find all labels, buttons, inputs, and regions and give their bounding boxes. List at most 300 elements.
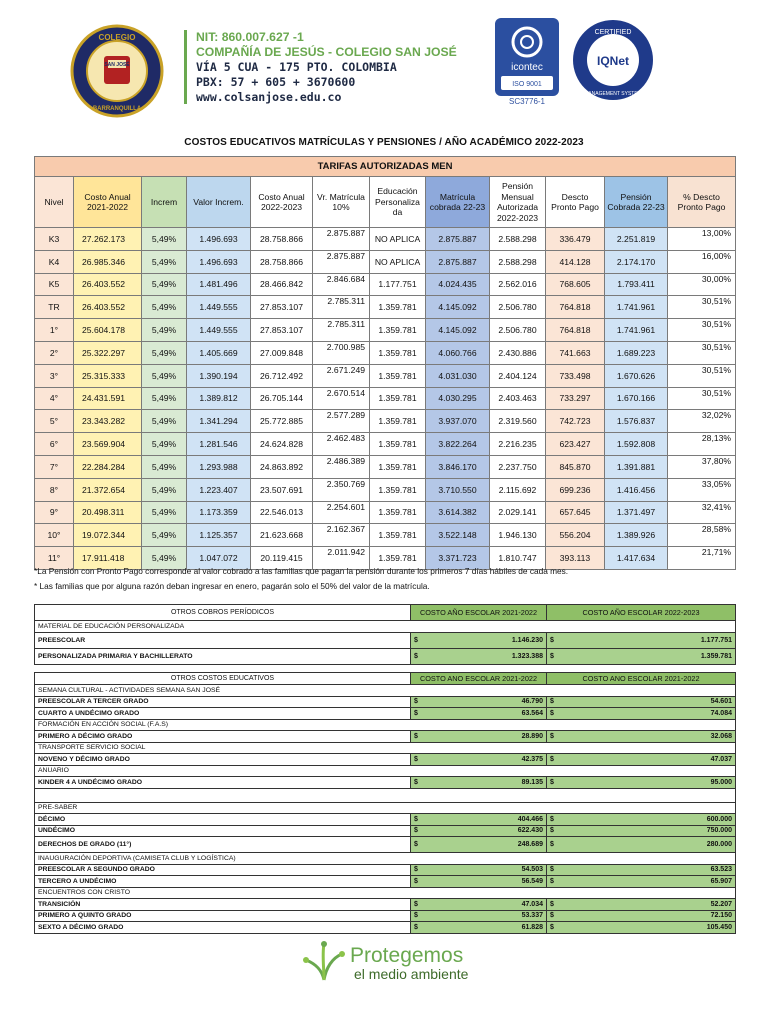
page-header bbox=[0, 0, 768, 118]
cell-nivel: K3 bbox=[35, 228, 74, 251]
website-link[interactable]: www.colsanjose.edu.co bbox=[196, 90, 342, 104]
section-label: SEMANA CULTURAL - ACTIVIDADES SEMANA SAN JOSÉ bbox=[35, 685, 736, 697]
section-row bbox=[35, 853, 736, 865]
cell-vm: 2.254.601 bbox=[313, 501, 370, 524]
amount-value: 89.135 bbox=[521, 778, 543, 786]
section-row bbox=[35, 765, 736, 777]
cost-row bbox=[35, 922, 736, 934]
cell-ca22: 23.507.691 bbox=[251, 478, 313, 501]
amount-value: 600.000 bbox=[706, 815, 732, 823]
cell-ca22: 24.624.828 bbox=[251, 433, 313, 456]
currency-symbol: $ bbox=[414, 815, 418, 823]
cell-vi: 1.496.693 bbox=[187, 250, 251, 273]
amount-value: 54.601 bbox=[710, 698, 732, 706]
currency-symbol: $ bbox=[414, 698, 418, 706]
amount-value: 46.790 bbox=[521, 698, 543, 706]
school-info bbox=[196, 30, 496, 105]
col-header: OTROS COSTOS EDUCATIVOS bbox=[35, 673, 411, 685]
cell-ca21: 26.403.552 bbox=[74, 296, 142, 319]
iqnet-name: IQNet bbox=[596, 54, 630, 68]
cell-pc: 1.741.961 bbox=[605, 296, 668, 319]
footer-logo bbox=[302, 940, 482, 990]
cell-mc: 4.030.295 bbox=[426, 387, 490, 410]
page-title: COSTOS EDUCATIVOS MATRÍCULAS Y PENSIONES / AÑO ACADÉMICO 2022-2023 bbox=[184, 137, 584, 148]
cell-pc: 1.793.411 bbox=[605, 273, 668, 296]
cost-row bbox=[35, 899, 736, 911]
amount-value: 750.000 bbox=[706, 827, 732, 835]
header-divider bbox=[184, 30, 187, 104]
item-label: PRIMERO A DÉCIMO GRADO bbox=[35, 731, 411, 743]
cell-vi: 1.496.693 bbox=[187, 228, 251, 251]
currency-symbol: $ bbox=[550, 900, 554, 908]
note-line: *La Pensión con Pronto Pago corresponde al valor cobrado a las familias que pagan la pensión durante los primeros 7 días hábiles de cada mes. bbox=[34, 566, 569, 576]
section-label: ANUARIO bbox=[35, 765, 736, 777]
currency-symbol: $ bbox=[414, 841, 418, 848]
item-label: DERECHOS DE GRADO (11°) bbox=[35, 837, 411, 853]
amount-value: 47.034 bbox=[521, 900, 543, 908]
tarifas-caption: TARIFAS AUTORIZADAS MEN bbox=[35, 157, 736, 177]
cell-nivel: TR bbox=[35, 296, 74, 319]
cell-ep: 1.359.781 bbox=[370, 524, 426, 547]
col-header: Vr. Matrícula 10% bbox=[313, 177, 370, 228]
cell-nivel: 9° bbox=[35, 501, 74, 524]
footer-line2: el medio ambiente bbox=[354, 966, 469, 982]
cell-mc: 4.145.092 bbox=[426, 319, 490, 342]
cell-ep: 1.359.781 bbox=[370, 433, 426, 456]
cell-inc: 5,49% bbox=[142, 387, 187, 410]
cell-dp: 556.204 bbox=[546, 524, 605, 547]
amount-cell bbox=[547, 777, 736, 789]
cell-vi: 1.389.812 bbox=[187, 387, 251, 410]
amount-cell bbox=[547, 632, 736, 648]
cell-ca22: 26.712.492 bbox=[251, 364, 313, 387]
cell-pd: 32,41% bbox=[668, 501, 736, 524]
cell-inc: 5,49% bbox=[142, 228, 187, 251]
cell-pd: 16,00% bbox=[668, 250, 736, 273]
amount-value: 1.146.230 bbox=[511, 636, 543, 644]
cell-ca21: 25.604.178 bbox=[74, 319, 142, 342]
cell-ep: 1.359.781 bbox=[370, 455, 426, 478]
cell-pc: 1.371.497 bbox=[605, 501, 668, 524]
currency-symbol: $ bbox=[550, 841, 554, 848]
col-header: % Descto Pronto Pago bbox=[668, 177, 736, 228]
organization-text: COMPAÑÍA DE JESÚS - COLEGIO SAN JOSÉ bbox=[196, 45, 457, 59]
cell-inc: 5,49% bbox=[142, 547, 187, 570]
cost-row bbox=[35, 754, 736, 766]
amount-value: 74.084 bbox=[710, 709, 732, 717]
cell-vm: 2.011.942 bbox=[313, 547, 370, 570]
section-row bbox=[35, 742, 736, 754]
amount-value: 65.907 bbox=[710, 877, 732, 885]
currency-symbol: $ bbox=[550, 827, 554, 835]
item-label: PRIMERO A QUINTO GRADO bbox=[35, 910, 411, 922]
phone-text: PBX: 57 + 605 + 3670600 bbox=[196, 75, 356, 89]
section-row bbox=[35, 802, 736, 814]
tarifa-row bbox=[35, 433, 736, 456]
cell-pm: 2.430.886 bbox=[490, 341, 546, 364]
cell-ca22: 27.009.848 bbox=[251, 341, 313, 364]
amount-cell bbox=[411, 825, 547, 837]
spacer-cell bbox=[35, 788, 736, 802]
cell-ca22: 25.772.885 bbox=[251, 410, 313, 433]
cell-pd: 32,02% bbox=[668, 410, 736, 433]
cell-dp: 741.663 bbox=[546, 341, 605, 364]
cell-inc: 5,49% bbox=[142, 296, 187, 319]
iqnet-top-text: CERTIFIED bbox=[594, 29, 632, 36]
item-label: DÉCIMO bbox=[35, 814, 411, 826]
amount-value: 622.430 bbox=[517, 827, 543, 835]
item-label: CUARTO A UNDÉCIMO GRADO bbox=[35, 708, 411, 720]
currency-symbol: $ bbox=[414, 912, 418, 920]
cell-vi: 1.281.546 bbox=[187, 433, 251, 456]
item-label: NOVENO Y DÉCIMO GRADO bbox=[35, 754, 411, 766]
logo-center-text: SAN JOSÉ bbox=[104, 62, 130, 68]
amount-value: 47.037 bbox=[710, 755, 732, 763]
amount-cell bbox=[411, 648, 547, 664]
item-label: PREESCOLAR bbox=[35, 632, 411, 648]
item-label: SEXTO A DÉCIMO GRADO bbox=[35, 922, 411, 934]
spacer-row bbox=[35, 788, 736, 802]
amount-value: 248.689 bbox=[517, 841, 543, 848]
cell-inc: 5,49% bbox=[142, 455, 187, 478]
cell-vi: 1.390.194 bbox=[187, 364, 251, 387]
cell-pd: 37,80% bbox=[668, 455, 736, 478]
item-label: PERSONALIZADA PRIMARIA Y BACHILLERATO bbox=[35, 648, 411, 664]
amount-cell bbox=[411, 632, 547, 648]
cell-mc: 3.371.723 bbox=[426, 547, 490, 570]
cell-ep: 1.359.781 bbox=[370, 341, 426, 364]
amount-value: 52.207 bbox=[710, 900, 732, 908]
currency-symbol: $ bbox=[550, 652, 554, 660]
icontec-name: icontec bbox=[511, 62, 543, 73]
cell-vi: 1.047.072 bbox=[187, 547, 251, 570]
cell-dp: 393.113 bbox=[546, 547, 605, 570]
amount-value: 63.523 bbox=[710, 866, 732, 874]
cell-ep: 1.359.781 bbox=[370, 319, 426, 342]
cell-nivel: 11° bbox=[35, 547, 74, 570]
cell-mc: 2.875.887 bbox=[426, 250, 490, 273]
leaf-icon bbox=[302, 940, 348, 986]
cost-row bbox=[35, 814, 736, 826]
logo-top-text: COLEGIO bbox=[98, 33, 136, 42]
footer-line1: Protegemos bbox=[350, 944, 464, 967]
cell-pc: 2.251.819 bbox=[605, 228, 668, 251]
cell-mc: 3.937.070 bbox=[426, 410, 490, 433]
address-text: VÍA 5 CUA - 175 PTO. COLOMBIA bbox=[196, 60, 397, 74]
cell-pc: 1.391.881 bbox=[605, 455, 668, 478]
cell-vm: 2.700.985 bbox=[313, 341, 370, 364]
amount-value: 61.828 bbox=[521, 923, 543, 931]
cell-ep: 1.359.781 bbox=[370, 410, 426, 433]
amount-cell bbox=[547, 910, 736, 922]
cell-dp: 764.818 bbox=[546, 319, 605, 342]
cell-pm: 2.506.780 bbox=[490, 319, 546, 342]
cell-pc: 1.417.634 bbox=[605, 547, 668, 570]
col-header: Pensión Cobrada 22-23 bbox=[605, 177, 668, 228]
cost-row bbox=[35, 910, 736, 922]
cell-pc: 1.389.926 bbox=[605, 524, 668, 547]
cell-nivel: K4 bbox=[35, 250, 74, 273]
iqnet-certification-logo bbox=[571, 18, 655, 102]
amount-cell bbox=[547, 708, 736, 720]
currency-symbol: $ bbox=[550, 866, 554, 874]
cell-mc: 3.822.264 bbox=[426, 433, 490, 456]
currency-symbol: $ bbox=[414, 709, 418, 717]
cell-nivel: 1° bbox=[35, 319, 74, 342]
cell-pm: 2.216.235 bbox=[490, 433, 546, 456]
amount-cell bbox=[547, 922, 736, 934]
col-header: Valor Increm. bbox=[187, 177, 251, 228]
amount-cell bbox=[547, 825, 736, 837]
tarifa-row bbox=[35, 478, 736, 501]
cell-vi: 1.449.555 bbox=[187, 296, 251, 319]
cell-inc: 5,49% bbox=[142, 341, 187, 364]
currency-symbol: $ bbox=[414, 866, 418, 874]
cell-vi: 1.405.669 bbox=[187, 341, 251, 364]
amount-cell bbox=[547, 814, 736, 826]
cell-mc: 3.614.382 bbox=[426, 501, 490, 524]
cell-nivel: 10° bbox=[35, 524, 74, 547]
tarifa-row bbox=[35, 273, 736, 296]
cell-inc: 5,49% bbox=[142, 410, 187, 433]
cell-inc: 5,49% bbox=[142, 433, 187, 456]
amount-cell bbox=[547, 864, 736, 876]
cell-pm: 2.237.750 bbox=[490, 455, 546, 478]
cell-ca21: 25.322.297 bbox=[74, 341, 142, 364]
tarifa-row bbox=[35, 364, 736, 387]
cell-nivel: 3° bbox=[35, 364, 74, 387]
cell-mc: 4.024.435 bbox=[426, 273, 490, 296]
currency-symbol: $ bbox=[414, 636, 418, 644]
cell-nivel: 2° bbox=[35, 341, 74, 364]
cell-ca21: 26.403.552 bbox=[74, 273, 142, 296]
cell-mc: 4.145.092 bbox=[426, 296, 490, 319]
cell-ep: 1.359.781 bbox=[370, 364, 426, 387]
col-header: OTROS COBROS PERÍODICOS bbox=[35, 605, 411, 621]
amount-value: 1.177.751 bbox=[700, 636, 732, 644]
currency-symbol: $ bbox=[550, 778, 554, 786]
cost-row bbox=[35, 837, 736, 853]
section-label: INAUGURACIÓN DEPORTIVA (CAMISETA CLUB Y LOGÍSTICA) bbox=[35, 853, 736, 865]
cell-pm: 2.588.298 bbox=[490, 250, 546, 273]
cell-inc: 5,49% bbox=[142, 273, 187, 296]
amount-cell bbox=[547, 876, 736, 888]
tarifa-row bbox=[35, 296, 736, 319]
cell-pd: 13,00% bbox=[668, 228, 736, 251]
school-crest-logo bbox=[70, 24, 164, 118]
cell-nivel: 8° bbox=[35, 478, 74, 501]
icontec-code: SC3776-1 bbox=[508, 97, 546, 106]
cell-ca22: 20.119.415 bbox=[251, 547, 313, 570]
cell-pd: 30,51% bbox=[668, 296, 736, 319]
cell-inc: 5,49% bbox=[142, 524, 187, 547]
amount-value: 280.000 bbox=[706, 841, 732, 848]
tarifa-row bbox=[35, 319, 736, 342]
cell-pm: 2.404.124 bbox=[490, 364, 546, 387]
cell-ca22: 21.623.668 bbox=[251, 524, 313, 547]
cost-row bbox=[35, 632, 736, 648]
cell-pc: 1.741.961 bbox=[605, 319, 668, 342]
amount-value: 404.466 bbox=[517, 815, 543, 823]
currency-symbol: $ bbox=[550, 815, 554, 823]
cell-dp: 699.236 bbox=[546, 478, 605, 501]
cell-vm: 2.671.249 bbox=[313, 364, 370, 387]
col-header: COSTO ANO ESCOLAR 2021-2022 bbox=[547, 673, 736, 685]
amount-value: 42.375 bbox=[521, 755, 543, 763]
cell-inc: 5,49% bbox=[142, 501, 187, 524]
cell-pd: 28,58% bbox=[668, 524, 736, 547]
cell-pc: 1.670.626 bbox=[605, 364, 668, 387]
cell-pc: 2.174.170 bbox=[605, 250, 668, 273]
notes bbox=[34, 564, 568, 594]
amount-cell bbox=[547, 899, 736, 911]
currency-symbol: $ bbox=[414, 732, 418, 740]
amount-value: 1.323.388 bbox=[511, 652, 543, 660]
amount-value: 56.549 bbox=[521, 877, 543, 885]
amount-cell bbox=[547, 696, 736, 708]
currency-symbol: $ bbox=[550, 923, 554, 931]
cell-ca21: 17.911.418 bbox=[74, 547, 142, 570]
cell-pc: 1.689.223 bbox=[605, 341, 668, 364]
cell-ca21: 23.343.282 bbox=[74, 410, 142, 433]
cell-dp: 414.128 bbox=[546, 250, 605, 273]
cell-vm: 2.462.483 bbox=[313, 433, 370, 456]
cell-pd: 21,71% bbox=[668, 547, 736, 570]
cell-mc: 4.031.030 bbox=[426, 364, 490, 387]
section-row bbox=[35, 685, 736, 697]
cost-row bbox=[35, 696, 736, 708]
cell-dp: 336.479 bbox=[546, 228, 605, 251]
cell-mc: 3.710.550 bbox=[426, 478, 490, 501]
cost-row bbox=[35, 876, 736, 888]
amount-value: 105.450 bbox=[706, 923, 732, 931]
cell-ca21: 27.262.173 bbox=[74, 228, 142, 251]
cell-pd: 30,51% bbox=[668, 364, 736, 387]
cell-pc: 1.576.837 bbox=[605, 410, 668, 433]
amount-cell bbox=[547, 731, 736, 743]
tarifa-row bbox=[35, 501, 736, 524]
cell-vm: 2.875.887 bbox=[313, 228, 370, 251]
cell-pd: 30,51% bbox=[668, 319, 736, 342]
cell-dp: 657.645 bbox=[546, 501, 605, 524]
cell-vm: 2.785.311 bbox=[313, 296, 370, 319]
cell-ca22: 27.853.107 bbox=[251, 319, 313, 342]
tarifa-row bbox=[35, 341, 736, 364]
amount-value: 32.068 bbox=[710, 732, 732, 740]
cost-row bbox=[35, 648, 736, 664]
cell-vi: 1.125.357 bbox=[187, 524, 251, 547]
cell-pm: 1.810.747 bbox=[490, 547, 546, 570]
otros-costos-table bbox=[34, 672, 736, 934]
item-label: UNDÉCIMO bbox=[35, 825, 411, 837]
amount-value: 53.337 bbox=[521, 912, 543, 920]
col-header: Nivel bbox=[35, 177, 74, 228]
section-label: ENCUENTROS CON CRISTO bbox=[35, 887, 736, 899]
cell-ca21: 23.569.904 bbox=[74, 433, 142, 456]
cell-vi: 1.223.407 bbox=[187, 478, 251, 501]
otros-cobros-table bbox=[34, 604, 736, 665]
col-header: Pensión Mensual Autorizada 2022-2023 bbox=[490, 177, 546, 228]
cell-ca22: 22.546.013 bbox=[251, 501, 313, 524]
cell-vm: 2.670.514 bbox=[313, 387, 370, 410]
cell-ca22: 28.758.866 bbox=[251, 250, 313, 273]
cell-ep: NO APLICA bbox=[370, 250, 426, 273]
amount-value: 54.503 bbox=[521, 866, 543, 874]
cell-ca21: 25.315.333 bbox=[74, 364, 142, 387]
currency-symbol: $ bbox=[414, 652, 418, 660]
tarifa-row bbox=[35, 387, 736, 410]
cell-dp: 623.427 bbox=[546, 433, 605, 456]
cell-vm: 2.846.684 bbox=[313, 273, 370, 296]
cell-pd: 30,51% bbox=[668, 387, 736, 410]
cell-ca21: 20.498.311 bbox=[74, 501, 142, 524]
cell-ca22: 26.705.144 bbox=[251, 387, 313, 410]
cell-pd: 30,00% bbox=[668, 273, 736, 296]
cell-pm: 2.403.463 bbox=[490, 387, 546, 410]
cell-vm: 2.162.367 bbox=[313, 524, 370, 547]
cell-pd: 30,51% bbox=[668, 341, 736, 364]
col-header: Increm bbox=[142, 177, 187, 228]
section-row bbox=[35, 887, 736, 899]
icontec-certification-logo bbox=[495, 18, 559, 108]
amount-cell bbox=[411, 814, 547, 826]
currency-symbol: $ bbox=[550, 877, 554, 885]
cell-dp: 764.818 bbox=[546, 296, 605, 319]
amount-value: 72.150 bbox=[710, 912, 732, 920]
amount-cell bbox=[547, 754, 736, 766]
note-line: * Las familias que por alguna razón deban ingresar en enero, pagarán solo el 50% del valor de la matrícula. bbox=[34, 581, 430, 591]
amount-cell bbox=[411, 864, 547, 876]
col-header: COSTO AÑO ESCOLAR 2021-2022 bbox=[411, 605, 547, 621]
currency-symbol: $ bbox=[550, 912, 554, 920]
cell-pm: 2.588.298 bbox=[490, 228, 546, 251]
tarifa-row bbox=[35, 250, 736, 273]
tarifa-row bbox=[35, 410, 736, 433]
section-label: FORMACIÓN EN ACCIÓN SOCIAL (F.A.S) bbox=[35, 719, 736, 731]
cell-nivel: 4° bbox=[35, 387, 74, 410]
cell-dp: 733.297 bbox=[546, 387, 605, 410]
cell-ep: 1.359.781 bbox=[370, 501, 426, 524]
cost-row bbox=[35, 731, 736, 743]
cell-vi: 1.449.555 bbox=[187, 319, 251, 342]
currency-symbol: $ bbox=[414, 923, 418, 931]
cell-pc: 1.670.166 bbox=[605, 387, 668, 410]
logo-bottom-text: BARRANQUILLA bbox=[92, 106, 142, 112]
cell-dp: 768.605 bbox=[546, 273, 605, 296]
currency-symbol: $ bbox=[550, 709, 554, 717]
cell-ca22: 24.863.892 bbox=[251, 455, 313, 478]
cell-mc: 3.522.148 bbox=[426, 524, 490, 547]
cell-vi: 1.341.294 bbox=[187, 410, 251, 433]
currency-symbol: $ bbox=[414, 827, 418, 835]
cell-vi: 1.293.988 bbox=[187, 455, 251, 478]
currency-symbol: $ bbox=[550, 698, 554, 706]
col-header: Educación Personaliza da bbox=[370, 177, 426, 228]
amount-cell bbox=[547, 648, 736, 664]
amount-cell bbox=[411, 777, 547, 789]
cell-ca22: 28.466.842 bbox=[251, 273, 313, 296]
nit-text: NIT: 860.007.627 -1 bbox=[196, 30, 304, 44]
item-label: KINDER 4 A UNDÉCIMO GRADO bbox=[35, 777, 411, 789]
cell-mc: 3.846.170 bbox=[426, 455, 490, 478]
col-header: Costo Anual 2021-2022 bbox=[74, 177, 142, 228]
amount-cell bbox=[411, 876, 547, 888]
currency-symbol: $ bbox=[414, 755, 418, 763]
cell-ep: 1.359.781 bbox=[370, 478, 426, 501]
icontec-iso: ISO 9001 bbox=[512, 81, 542, 88]
cost-row bbox=[35, 777, 736, 789]
tarifa-row bbox=[35, 228, 736, 251]
